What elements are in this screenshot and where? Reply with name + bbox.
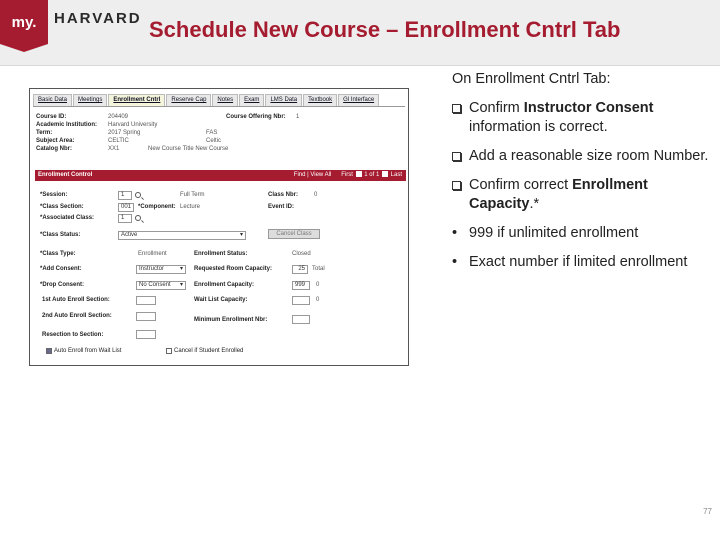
cancel-if-enrolled-label: Cancel if Student Enrolled bbox=[174, 348, 244, 354]
session-desc: Full Term bbox=[180, 192, 205, 198]
event-id-label: Event ID: bbox=[268, 204, 295, 210]
enrollment-capacity-input[interactable]: 999 bbox=[292, 281, 310, 290]
row-range: 1 of 1 bbox=[364, 172, 380, 178]
checkbox-bullet-icon bbox=[452, 104, 461, 113]
bullet-dot: • bbox=[452, 254, 458, 270]
item-bold: Instructor Consent bbox=[523, 100, 654, 116]
session-lookup-icon[interactable] bbox=[135, 192, 141, 198]
checkbox-bullet-icon bbox=[452, 152, 461, 161]
last-arrow-icon[interactable] bbox=[382, 171, 388, 177]
subject-extra: Celtic bbox=[206, 138, 222, 144]
first-arrow-icon[interactable] bbox=[356, 171, 362, 177]
auto-enroll-1-input[interactable] bbox=[136, 296, 156, 305]
enrollment-capacity-label: Enrollment Capacity: bbox=[194, 282, 255, 288]
catalog-extra: New Course Title New Course bbox=[148, 146, 229, 152]
notes-intro: On Enrollment Cntrl Tab: bbox=[452, 71, 611, 87]
subject-value: CELTIC bbox=[108, 138, 129, 144]
enrollment-status-label: Enrollment Status: bbox=[194, 251, 248, 257]
wait-list-input[interactable] bbox=[292, 296, 310, 305]
auto-enroll-2-label: 2nd Auto Enroll Section: bbox=[42, 313, 112, 319]
offering-label: Course Offering Nbr: bbox=[226, 114, 286, 120]
page-number: 77 bbox=[703, 507, 712, 516]
class-section-input[interactable]: 001 bbox=[118, 203, 134, 212]
item-bold: Enrollment Capacity bbox=[469, 177, 648, 212]
room-capacity-label: Requested Room Capacity: bbox=[194, 266, 273, 272]
wait-list-count: 0 bbox=[316, 297, 320, 303]
enrollment-capacity-count: 0 bbox=[316, 282, 320, 288]
tab-reserve-cap[interactable]: Reserve Cap bbox=[166, 94, 211, 107]
instruction-notes bbox=[452, 71, 710, 282]
item-text: .* bbox=[529, 196, 540, 212]
tab-enrollment-cntrl[interactable]: Enrollment Cntrl bbox=[108, 94, 165, 107]
associated-class-lookup-icon[interactable] bbox=[135, 215, 141, 221]
course-id-value: 204409 bbox=[108, 114, 129, 120]
session-label: *Session: bbox=[40, 192, 68, 198]
slide-title: Schedule New Course – Enrollment Cntrl Tab bbox=[149, 17, 621, 42]
item-text: Add a reasonable size room Number. bbox=[469, 148, 709, 164]
class-nbr-value: 0 bbox=[314, 192, 318, 198]
class-type-label: *Class Type: bbox=[40, 251, 76, 257]
harvard-logo-text: HARVARD bbox=[54, 10, 142, 27]
tab-textbook[interactable]: Textbook bbox=[303, 94, 337, 107]
checkbox-bullet-icon bbox=[452, 181, 461, 190]
enrollment-status-value: Closed bbox=[292, 251, 311, 257]
room-capacity-total: Total bbox=[312, 266, 325, 272]
tab-gl-interface[interactable]: Gl Interface bbox=[338, 94, 379, 107]
last-link[interactable]: Last bbox=[390, 172, 402, 178]
checklist-item-consent bbox=[452, 99, 710, 137]
cancel-if-enrolled-checkbox[interactable] bbox=[166, 348, 172, 354]
subject-label: Subject Area: bbox=[36, 138, 75, 144]
minimum-enrollment-label: Minimum Enrollment Nbr: bbox=[194, 317, 268, 323]
cancel-class-button[interactable]: Cancel Class bbox=[268, 229, 320, 239]
add-consent-label: *Add Consent: bbox=[40, 266, 82, 272]
drop-consent-label: *Drop Consent: bbox=[40, 282, 84, 288]
tab-exam[interactable]: Exam bbox=[239, 94, 264, 107]
auto-enroll-waitlist-checkbox[interactable] bbox=[46, 348, 52, 354]
item-text: Confirm bbox=[469, 100, 524, 116]
institution-label: Academic Institution: bbox=[36, 122, 98, 128]
minimum-enrollment-input[interactable] bbox=[292, 315, 310, 324]
enrollment-control-bar bbox=[35, 170, 406, 181]
bullet-dot: • bbox=[452, 225, 458, 241]
tab-notes[interactable]: Notes bbox=[212, 94, 238, 107]
class-section-label: *Class Section: bbox=[40, 204, 84, 210]
associated-class-label: *Associated Class: bbox=[40, 215, 95, 221]
course-info bbox=[36, 113, 300, 153]
tab-meetings[interactable]: Meetings bbox=[73, 94, 107, 107]
course-id-label: Course ID: bbox=[36, 114, 67, 120]
component-label: *Component: bbox=[138, 204, 176, 210]
row-navigation bbox=[294, 170, 402, 181]
offering-value: 1 bbox=[296, 114, 300, 120]
bullet-limited bbox=[452, 253, 710, 272]
session-input[interactable]: 1 bbox=[118, 191, 132, 200]
term-label: Term: bbox=[36, 130, 53, 136]
term-value: 2017 Spring bbox=[108, 130, 141, 136]
class-status-select[interactable]: Active ▾ bbox=[118, 231, 246, 240]
bullet-text: Exact number if limited enrollment bbox=[469, 254, 688, 270]
resection-input[interactable] bbox=[136, 330, 156, 339]
bullet-unlimited bbox=[452, 224, 710, 243]
enrollment-screenshot bbox=[29, 88, 409, 366]
class-nbr-label: Class Nbr: bbox=[268, 192, 299, 198]
item-text: Confirm correct bbox=[469, 177, 573, 193]
class-status-label: *Class Status: bbox=[40, 232, 81, 238]
checklist-item-room bbox=[452, 147, 710, 166]
item-text: information is correct. bbox=[469, 119, 608, 135]
bullet-text: 999 if unlimited enrollment bbox=[469, 225, 639, 241]
room-capacity-input[interactable]: 25 bbox=[292, 265, 308, 274]
first-link[interactable]: First bbox=[341, 172, 353, 178]
term-extra: FAS bbox=[206, 130, 218, 136]
catalog-label: Catalog Nbr: bbox=[36, 146, 72, 152]
auto-enroll-1-label: 1st Auto Enroll Section: bbox=[42, 297, 110, 303]
find-view-all-link[interactable]: Find | View All bbox=[293, 172, 332, 178]
auto-enroll-waitlist-label: Auto Enroll from Wait List bbox=[54, 348, 122, 354]
wait-list-label: Wait List Capacity: bbox=[194, 297, 248, 303]
catalog-value: XX1 bbox=[108, 146, 120, 152]
slide-header bbox=[0, 0, 720, 66]
tab-divider bbox=[33, 106, 405, 107]
tab-basic-data[interactable]: Basic Data bbox=[33, 94, 72, 107]
class-type-value: Enrollment bbox=[138, 251, 167, 257]
institution-value: Harvard University bbox=[108, 122, 158, 128]
component-value: Lecture bbox=[180, 204, 201, 210]
enrollment-control-title: Enrollment Control bbox=[38, 172, 93, 178]
associated-class-input[interactable]: 1 bbox=[118, 214, 132, 223]
harvard-logo-mark: my. bbox=[0, 0, 48, 44]
checklist-item-capacity bbox=[452, 176, 710, 214]
auto-enroll-2-input[interactable] bbox=[136, 312, 156, 321]
tab-lms-data[interactable]: LMS Data bbox=[265, 94, 302, 107]
add-consent-select[interactable]: Instructor ▾ bbox=[136, 265, 186, 274]
resection-label: Resection to Section: bbox=[42, 332, 104, 338]
drop-consent-select[interactable]: No Consent ▾ bbox=[136, 281, 186, 290]
